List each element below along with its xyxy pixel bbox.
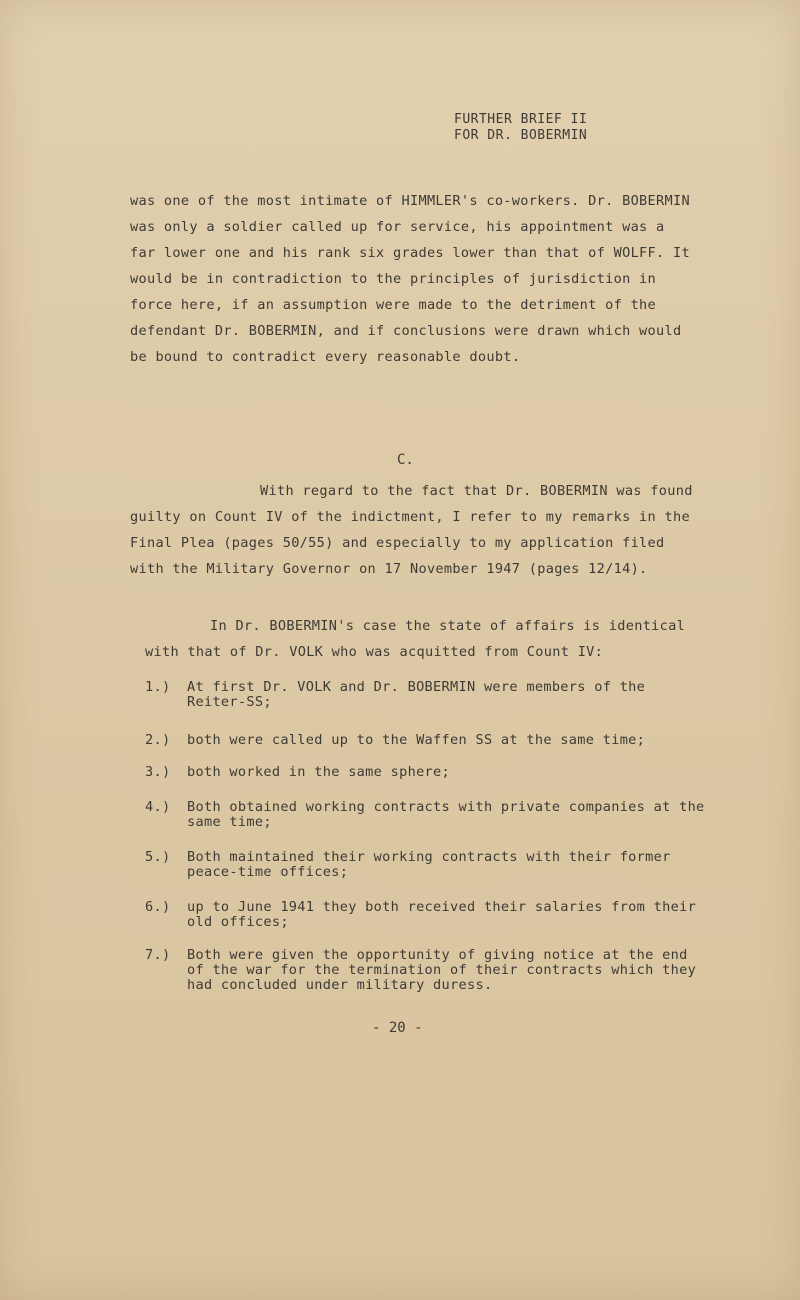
- list-item-text: Both obtained working contracts with private companies at the same time;: [187, 799, 705, 830]
- list-item-number: 4.): [145, 799, 171, 815]
- list-item-text: Both maintained their working contracts with their former peace-time offices;: [187, 849, 671, 880]
- list-item-text: both worked in the same sphere;: [187, 764, 451, 780]
- list-item-number: 1.): [145, 679, 171, 695]
- list-item-number: 2.): [145, 732, 171, 748]
- page-number: - 20 -: [372, 1020, 423, 1036]
- list-item-number: 7.): [145, 947, 171, 963]
- list-item-text: both were called up to the Waffen SS at the same time;: [187, 732, 646, 748]
- paragraph-1: was one of the most intimate of HIMMLER's co-workers. Dr. BOBERMIN was only a soldier called up for service, his appointment was a far lower one and his rank six grades lower than that of WOLFF. It would be in contradiction to the principles of jurisdiction in force here, if an assumption were made to the detriment of the defendant Dr. BOBERMIN, and if conclusions were drawn which would be bound to contradict every reasonable doubt.: [130, 193, 690, 365]
- list-item-number: 5.): [145, 849, 171, 865]
- list-item-text: up to June 1941 they both received their salaries from their old offices;: [187, 899, 697, 930]
- paragraph-3: In Dr. BOBERMIN's case the state of affairs is identical with that of Dr. VOLK who was acquitted from Count IV:: [145, 618, 686, 660]
- section-heading: C.: [397, 452, 414, 468]
- list-item-text: Both were given the opportunity of giving notice at the end of the war for the termination of their contracts which they had concluded under military duress.: [187, 947, 697, 993]
- header-title: FURTHER BRIEF II: [454, 112, 588, 127]
- paragraph-2: With regard to the fact that Dr. BOBERMIN was found guilty on Count IV of the indictment, I refer to my remarks in the Final Plea (pages 50/55) and especially to my application filed with the Military Governor on 17 November 1947 (pages 12/14).: [130, 483, 693, 577]
- header-subtitle: FOR DR. BOBERMIN: [454, 128, 588, 143]
- list-item-number: 6.): [145, 899, 171, 915]
- list-item-text: At first Dr. VOLK and Dr. BOBERMIN were members of the Reiter-SS;: [187, 679, 646, 710]
- list-item-number: 3.): [145, 764, 171, 780]
- document-header: [454, 112, 587, 144]
